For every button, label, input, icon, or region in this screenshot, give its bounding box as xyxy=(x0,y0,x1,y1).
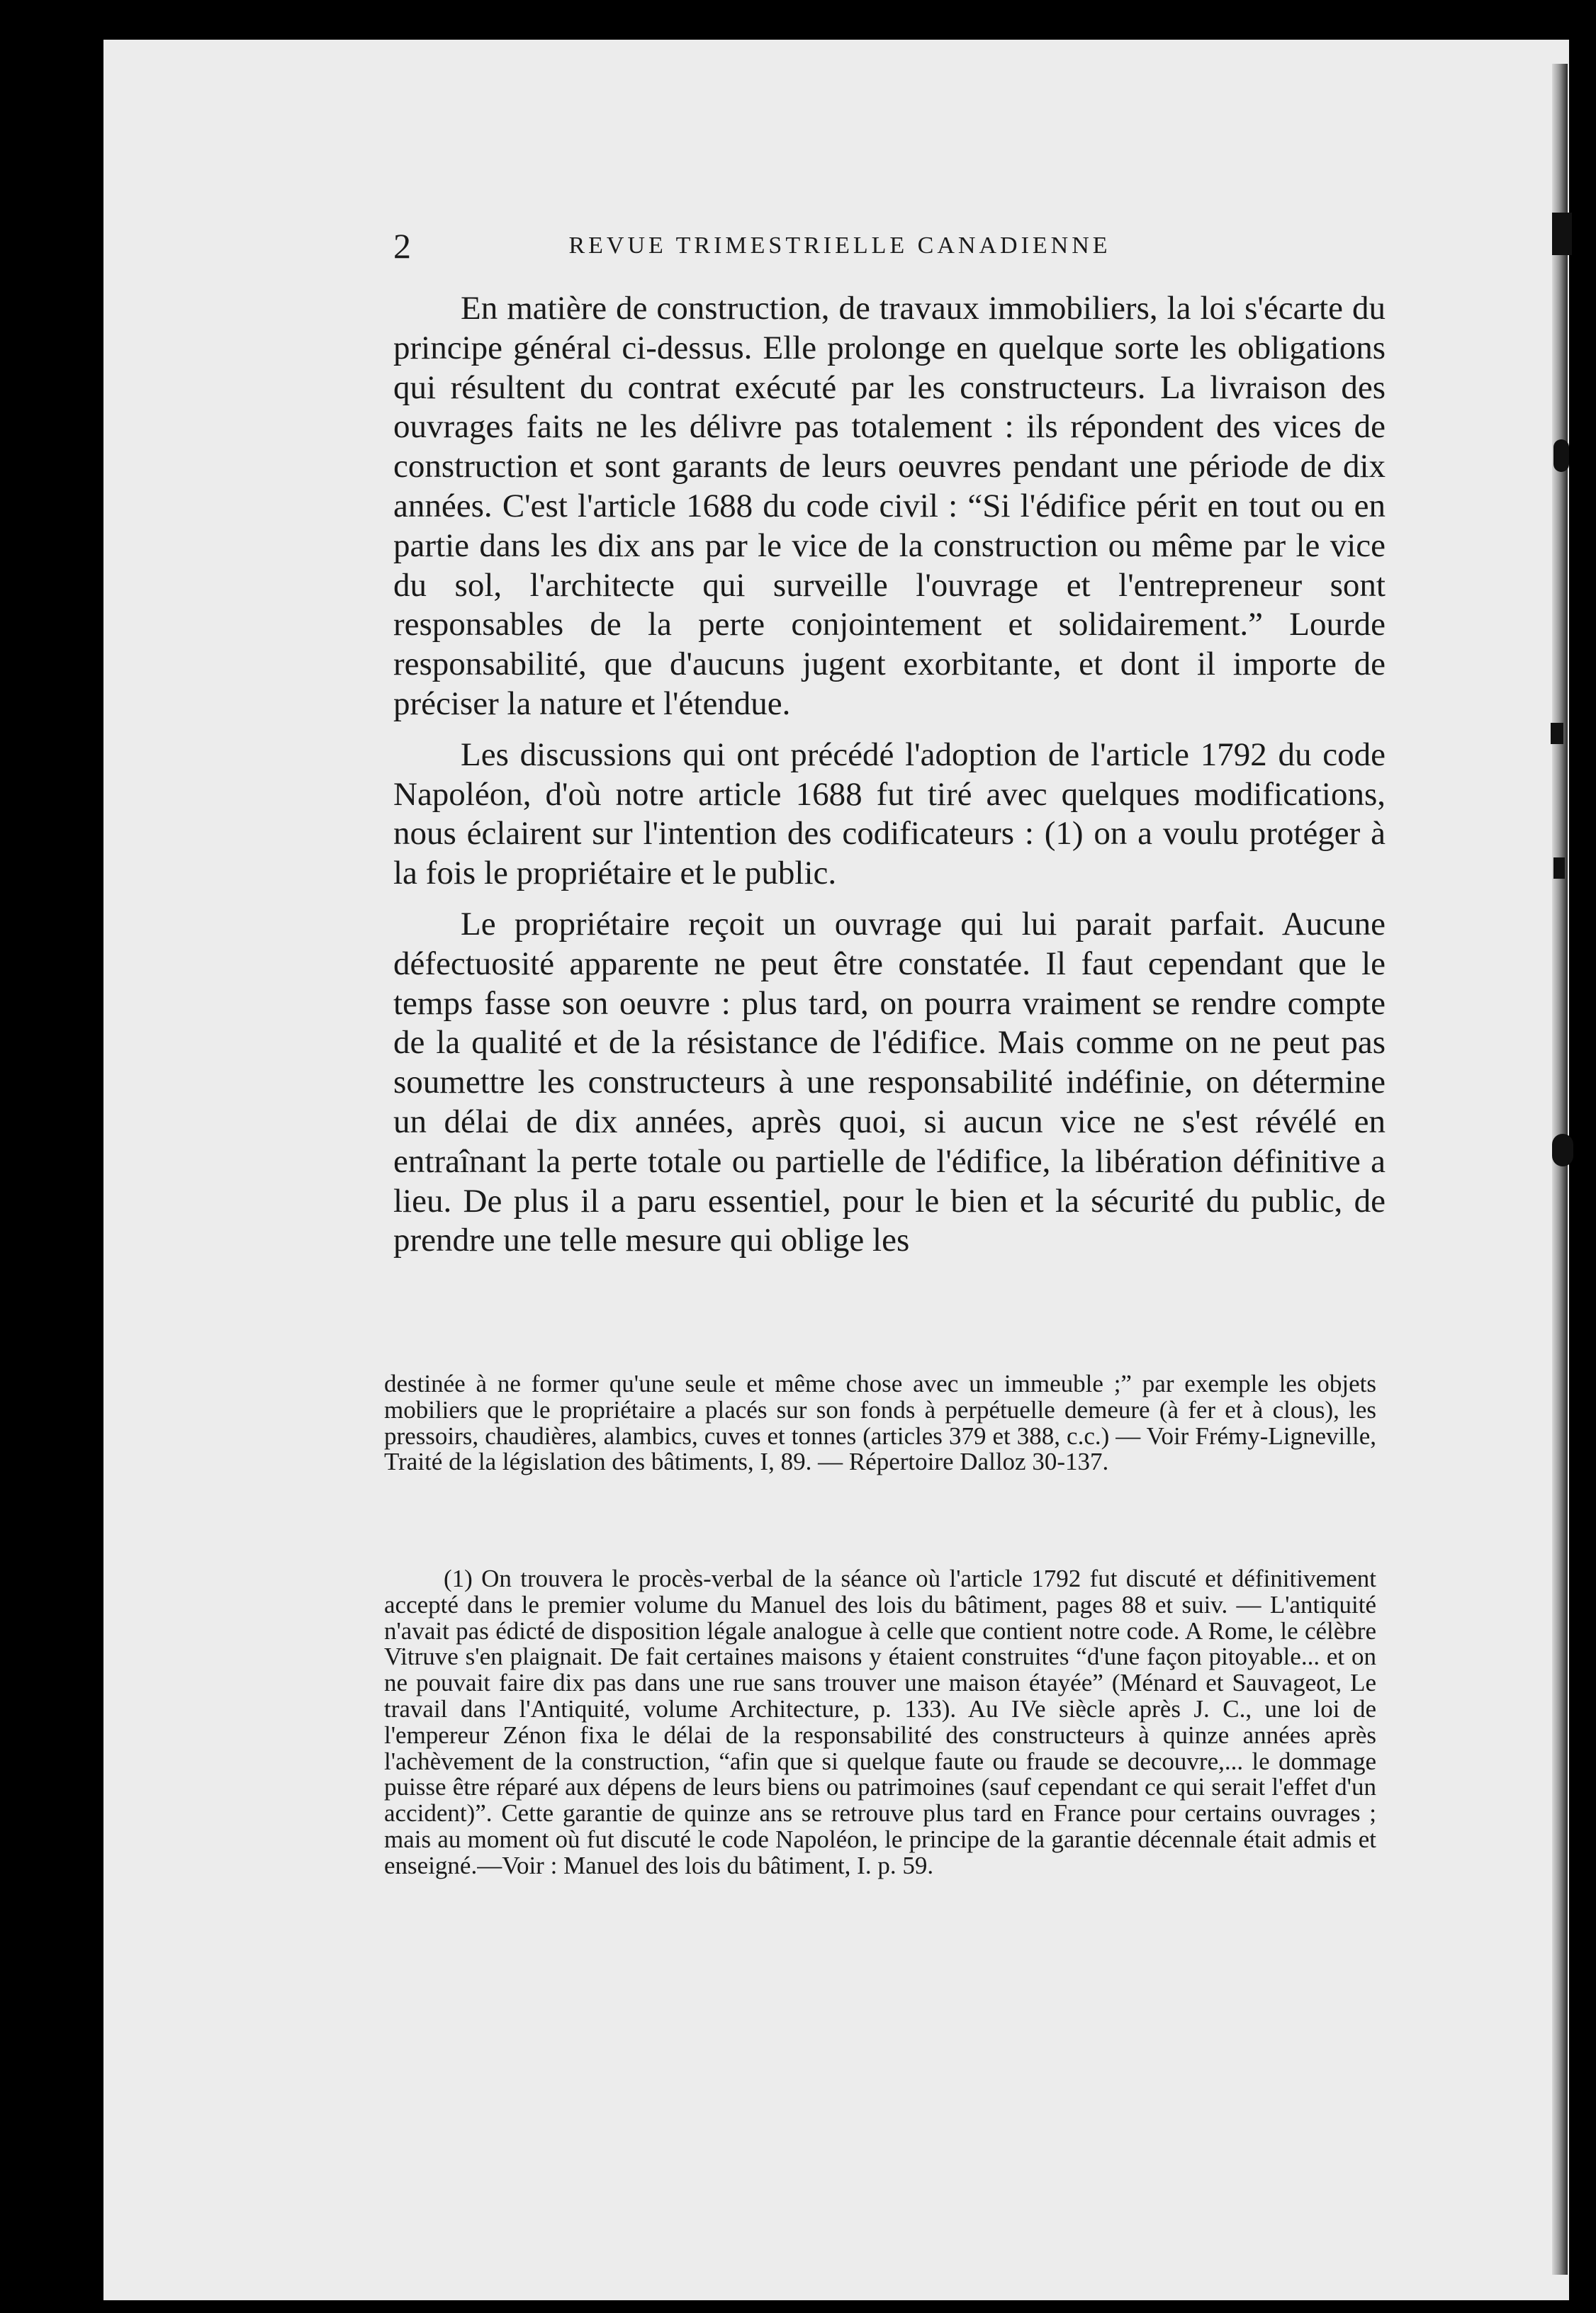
page-number: 2 xyxy=(393,226,411,266)
page-edge xyxy=(1552,64,1568,2275)
paragraph: Les discussions qui ont précédé l'adoption de l'article 1792 du code Napoléon, d'où notre article 1688 fut tiré avec quelques modifications, nous éclairent sur l'intention des codificateurs : (1) on a voulu protéger à la fois le propriétaire et le public. xyxy=(393,736,1386,892)
footnote-text: (1) On trouvera le procès-verbal de la séance où l'article 1792 fut discuté et définitivement accepté dans le premier volume du Manuel des lois du bâtiment, pages 88 et suiv. — L'antiquité n'avait pas édicté de disposition légale analogue à celle que contient notre code. A Rome, le célèbre Vitruve s'en plaignait. De fait certaines maisons y étaient construites “d'une façon pitoyable... et on ne pouvait faire dix pas dans une rue sans trouver une maison étayée” (Ménard et Sauvageot, Le travail dans l'Antiquité, volume Architecture, p. 133). Au IVe siècle après J. C., une loi de l'empereur Zénon fixa le délai de la responsabilité des constructeurs à quinze années après l'achèvement de la construction, “afin que si quelque faute ou fraude se decouvre,... le dommage puisse être réparé aux dépens de leurs biens ou patrimoines (sauf cependant ce qui serait l'effet d'un accident)”. Cette garantie de quinze ans se retrouve plus tard en France pour certains ouvrages ; mais au moment où fut discuté le code Napoléon, le principe de la garantie décennale était admis et enseigné.—Voir : Manuel des lois du bâtiment, I. p. 59. xyxy=(384,1565,1376,1879)
running-title: REVUE TRIMESTRIELLE CANADIENNE xyxy=(568,232,1111,259)
scan-mark xyxy=(1551,723,1563,744)
footnote-continued xyxy=(384,1371,1376,1475)
footnote-1 xyxy=(384,1566,1376,1879)
scan-mark xyxy=(1553,439,1569,472)
main-text xyxy=(393,289,1386,1261)
scan-mark xyxy=(1553,857,1565,879)
paragraph: En matière de construction, de travaux immobiliers, la loi s'écarte du principe général ci-dessus. Elle prolonge en quelque sorte les obligations qui résultent du contrat exécuté par les constructeurs. La livraison des ouvrages faits ne les délivre pas totalement : ils répondent des vices de construction et sont garants de leurs oeuvres pendant une période de dix années. C'est l'article 1688 du code civil : “Si l'édifice périt en tout ou en partie dans les dix ans par le vice de la construction ou même par le vice du sol, l'architecte qui surveille l'ouvrage et l'entrepreneur sont responsables de la perte conjointement et solidairement.” Lourde responsabilité, que d'aucuns jugent exorbitante, et dont il importe de préciser la nature et l'étendue. xyxy=(393,290,1386,722)
paragraph: Le propriétaire reçoit un ouvrage qui lui parait parfait. Aucune défectuosité apparente ne peut être constatée. Il faut cependant que le temps fasse son oeuvre : plus tard, on pourra vraiment se rendre compte de la qualité et de la résistance de l'édifice. Mais comme on ne peut pas soumettre les constructeurs à une responsabilité indéfinie, on détermine un délai de dix années, après quoi, si aucun vice ne s'est révélé en entraînant la perte totale ou partielle de l'édifice, la libération définitive a lieu. De plus il a paru essentiel, pour le bien et la sécurité du public, de prendre une telle mesure qui oblige les xyxy=(393,905,1386,1259)
footnote-text: destinée à ne former qu'une seule et même chose avec un immeuble ;” par exemple les objets mobiliers que le propriétaire a placés sur son fonds à perpétuelle demeure (à fer et à clous), les pressoirs, chaudières, alambics, cuves et tonnes (articles 379 et 388, c.c.) — Voir Frémy-Ligneville, Traité de la législation des bâtiments, I, 89. — Répertoire Dalloz 30-137. xyxy=(384,1370,1376,1476)
scan-mark xyxy=(1552,213,1572,255)
scan-mark xyxy=(1552,1134,1573,1166)
